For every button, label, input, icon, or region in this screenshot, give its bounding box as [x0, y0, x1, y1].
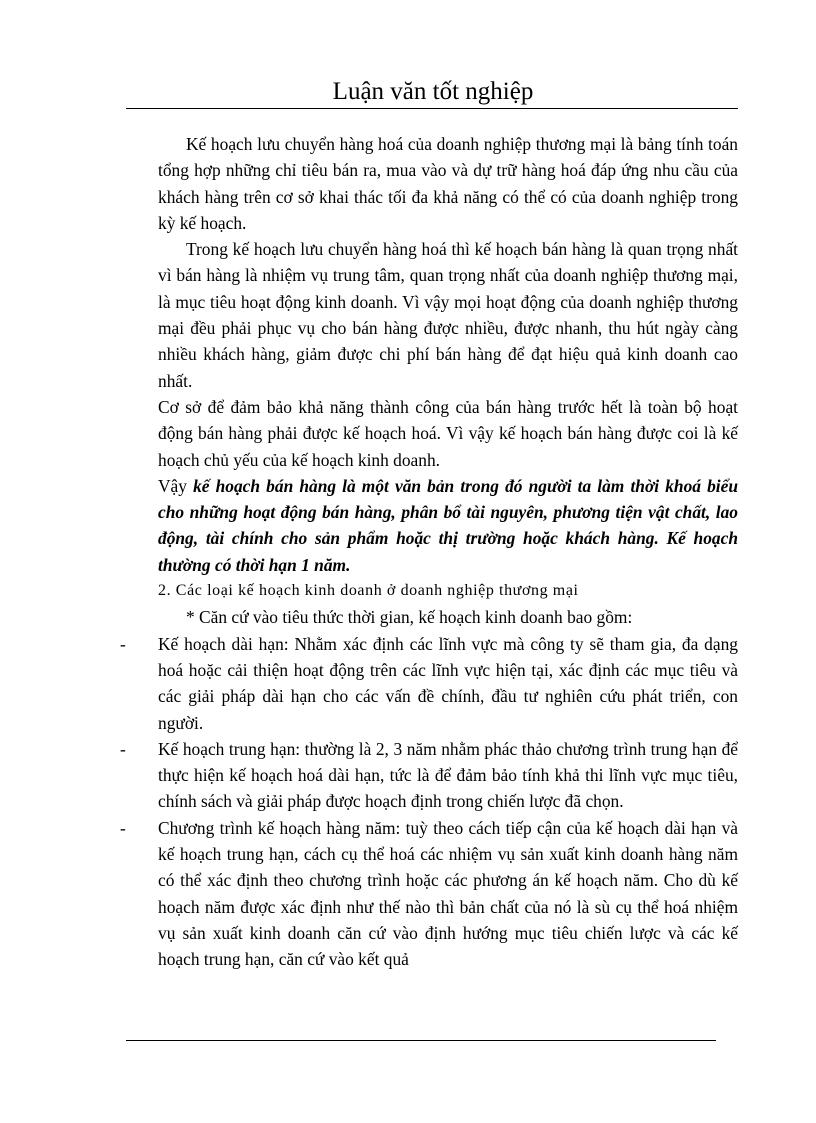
summary-lead: Vậy	[158, 475, 194, 496]
criteria-line: * Căn cứ vào tiêu thức thời gian, kế hoạch kinh doanh bao gồm:	[186, 607, 633, 628]
list-item-text: Chương trình kế hoạch hàng năm: tuỳ theo cách tiếp cận của kế hoạch dài hạn và kế hoạch trung hạn, cách cụ thể hoá các nhiệm vụ sản xuất kinh doanh hàng năm có thể xác định theo chương trình hoặc các phương án kế hoạch năm. Cho dù kế hoạch năm được xác định như thế nào thì bản chất của nó là sù cụ thể hoá nhiệm vụ sản xuất kinh doanh căn cứ vào định hướng mục tiêu chiến lược và các kế hoạch trung hạn, căn cứ vào kết quả	[158, 817, 738, 970]
paragraph-sales-plan-summary	[158, 473, 738, 578]
list-item	[120, 736, 738, 815]
dash-bullet: -	[120, 817, 126, 838]
summary-emphasis: kế hoạch bán hàng là một văn bản trong đó người ta làm thời khoá biểu cho những hoạt động bán hàng, phân bổ tài nguyên, phương tiện vật chất, lao động, tài chính cho sản phẩm hoặc thị trường hoặc khách hàng. Kế hoạch thường có thời hạn 1 năm.	[158, 475, 738, 575]
footer-divider	[126, 1040, 716, 1041]
header-divider	[126, 108, 738, 109]
paragraph-sales-importance: Trong kế hoạch lưu chuyển hàng hoá thì kế hoạch bán hàng là quan trọng nhất vì bán hàng là nhiệm vụ trung tâm, quan trọng nhất của doanh nghiệp thương mại, là mục tiêu hoạt động kinh doanh. Vì vậy mọi hoạt động của doanh nghiệp thương mại đều phải phục vụ cho bán hàng được nhiều, được nhanh, thu hút ngày càng nhiều khách hàng, giảm được chi phí bán hàng để đạt hiệu quả kinh doanh cao nhất.	[158, 239, 738, 391]
list-item	[120, 815, 738, 973]
section-heading: 2. Các loại kế hoạch kinh doanh ở doanh nghiệp thương mại	[158, 582, 579, 600]
list-item-text: Kế hoạch dài hạn: Nhằm xác định các lĩnh vực mà công ty sẽ tham gia, đa dạng hoá hoặc cải thiện hoạt động trên các lĩnh vực hiện tại, xác định các mục tiêu và các giải pháp dài hạn cho các vấn đề chính, đầu tư nghiên cứu phát triển, con người.	[158, 633, 738, 733]
dash-bullet: -	[120, 738, 126, 759]
page-title: Luận văn tốt nghiệp	[332, 78, 534, 105]
paragraph-planning-basis: Cơ sở để đảm bảo khả năng thành công của bán hàng trước hết là toàn bộ hoạt động bán hàng phải được kế hoạch hoá. Vì vậy kế hoạch bán hàng được coi là kế hoạch chủ yếu của kế hoạch kinh doanh.	[158, 396, 738, 470]
list-item	[120, 631, 738, 736]
dash-bullet: -	[120, 633, 126, 654]
paragraph-sales-plan-definition: Kế hoạch lưu chuyển hàng hoá của doanh nghiệp thương mại là bảng tính toán tổng hợp những chỉ tiêu bán ra, mua vào và dự trữ hàng hoá đáp ứng nhu cầu của khách hàng trên cơ sở khai thác tối đa khả năng có thể có của doanh nghiệp trong kỳ kế hoạch.	[158, 134, 738, 233]
document-body	[120, 131, 738, 973]
list-item-text: Kế hoạch trung hạn: thường là 2, 3 năm nhằm phác thảo chương trình trung hạn để thực hiện kế hoạch hoá dài hạn, tức là để đảm bảo tính khả thi lĩnh vực mục tiêu, chính sách và giải pháp được hoạch định trong chiến lược đã chọn.	[158, 738, 738, 812]
